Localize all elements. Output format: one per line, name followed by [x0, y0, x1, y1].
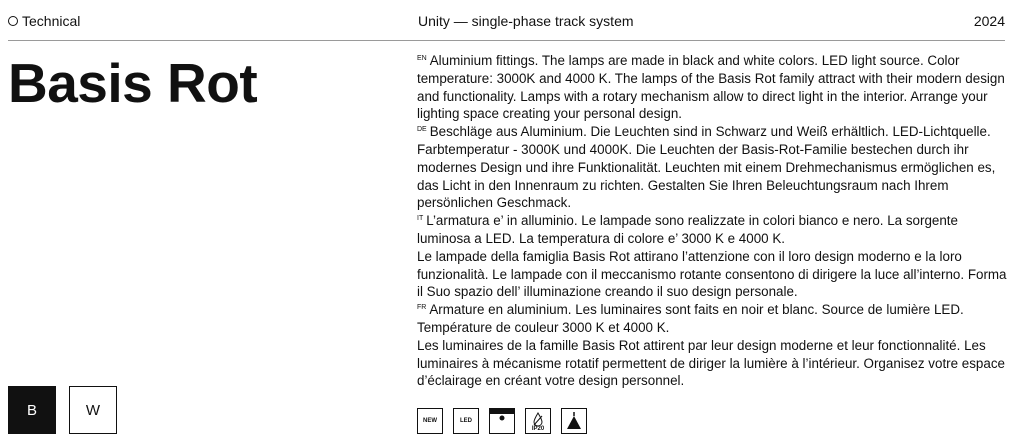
collection-label: Unity — single-phase track system — [418, 13, 634, 29]
description-de — [417, 123, 1007, 212]
track-mount-icon — [489, 408, 515, 434]
product-title: Basis Rot — [8, 52, 258, 114]
category-text: Technical — [22, 13, 81, 29]
ip20-icon — [525, 408, 551, 434]
color-swatch-white[interactable]: W — [69, 386, 117, 434]
page-header — [8, 13, 1005, 33]
circle-icon — [8, 16, 18, 26]
description-fr — [417, 301, 1007, 337]
description-en — [417, 52, 1007, 123]
header-divider — [8, 40, 1005, 41]
lang-tag-en: EN — [417, 54, 427, 62]
description-en-text: Aluminium fittings. The lamps are made in black and white colors. LED light source. Color temperature: 3000K and 4000 K. The lamps of the Basis Rot family attract with their modern design and functionality. Lamps with a rotary mechanism allow to direct light in the interior. Arrange your lighting space creating your personal design. — [417, 53, 1005, 122]
new-badge-label: NEW — [423, 418, 437, 424]
description-fr-2: Les luminaires de la famille Basis Rot attirent par leur design moderne et leur fonctionnalité. Les luminaires à mécanisme rotatif permettent de diriger la lumière à l’intérieur. Organisez votre espace d’éclairage en créant votre design personnel. — [417, 337, 1005, 389]
lang-tag-fr: FR — [417, 303, 427, 311]
led-badge-icon — [453, 408, 479, 434]
ip20-label: IP20 — [531, 426, 545, 432]
category-label — [8, 13, 80, 29]
description-fr-text: Armature en aluminium. Les luminaires sont faits en noir et blanc. Source de lumière LED. Température de couleur 3000 K et 4000 K. — [417, 302, 964, 335]
description-it-text: L’armatura e’ in alluminio. Le lampade sono realizzate in colori bianco e nero. La sorgente luminosa a LED. La temperatura di colore e’ 3000 K e 4000 K. — [417, 213, 958, 246]
color-swatch-black[interactable]: B — [8, 386, 56, 434]
feature-icons — [417, 408, 587, 434]
description-it — [417, 212, 1007, 248]
description-it-2: Le lampade della famiglia Basis Rot attirano l’attenzione con il loro design moderno e la loro funzionalità. Le lampade con il meccanismo rotante consentono di dirigere la luce all’interno. Forma il Suo spazio dell’ illuminazione creando il suo design personale. — [417, 248, 1007, 300]
new-badge-icon — [417, 408, 443, 434]
description-block — [417, 52, 1007, 390]
description-de-text: Beschläge aus Aluminium. Die Leuchten sind in Schwarz und Weiß erhältlich. LED-Lichtquelle. Farbtemperatur - 3000K und 4000K. Die Leuchten der Basis-Rot-Familie bestechen durch ihr modernes Design und ihre Funktionalität. Leuchten mit einem Drehmechanismus ermöglichen es, das Licht in den Innenraum zu richten. Gestalten Sie Ihren Beleuchtungsraum nach Ihrem persönlichen Geschmack. — [417, 124, 996, 211]
light-cone-icon — [561, 408, 587, 434]
year-label: 2024 — [973, 13, 1005, 29]
lang-tag-de: DE — [417, 125, 427, 133]
lang-tag-it: IT — [417, 214, 424, 222]
led-badge-label: LED — [460, 418, 472, 424]
